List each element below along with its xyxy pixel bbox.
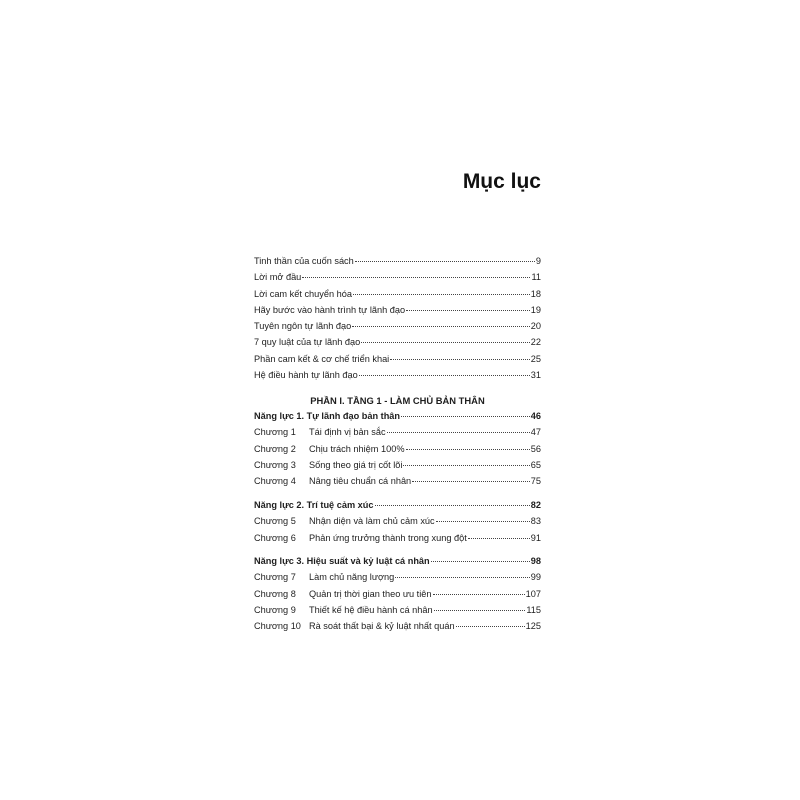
entry-page: 11: [531, 272, 541, 283]
part-heading: PHẦN I. TẦNG 1 - LÀM CHỦ BẢN THÂN: [310, 395, 485, 406]
chapter-entry: [254, 427, 541, 443]
chapter-entry: [254, 533, 541, 549]
chapter-page: 99: [530, 572, 541, 583]
front-matter-list: [254, 256, 541, 386]
chapter-page: 91: [530, 532, 541, 543]
chapter-title: Quản trị thời gian theo ưu tiên: [309, 588, 432, 599]
leader-dots: [406, 449, 530, 450]
chapter-entry: [254, 476, 541, 492]
toc-entry: [254, 289, 541, 305]
section-page: 82: [530, 500, 541, 510]
entry-title: Phần cam kết & cơ chế triển khai: [254, 353, 390, 364]
leader-dots: [403, 465, 529, 466]
leader-dots: [456, 626, 525, 627]
chapter-number: Chương 2: [254, 443, 296, 454]
leader-dots: [436, 521, 530, 522]
leader-dots: [355, 261, 535, 262]
page-title: Mục lục: [462, 170, 541, 193]
chapter-title: Nhận diện và làm chủ cảm xúc: [309, 516, 435, 527]
entry-title: Hệ điều hành tự lãnh đạo: [254, 370, 358, 381]
entry-page: 19: [530, 304, 541, 315]
entry-page: 18: [530, 288, 541, 299]
chapter-entry: [254, 460, 541, 476]
chapter-entry: [254, 516, 541, 532]
chapter-entry: [254, 605, 541, 621]
section-heading: [254, 411, 541, 427]
chapter-number: Chương 5: [254, 516, 296, 527]
chapter-title: Sống theo giá trị cốt lõi: [309, 459, 403, 470]
chapter-number: Chương 10: [254, 621, 301, 632]
leader-dots: [412, 481, 530, 482]
entry-page: 9: [535, 256, 541, 266]
leader-dots: [375, 505, 530, 506]
chapter-number: Chương 8: [254, 588, 296, 599]
leader-dots: [302, 277, 530, 278]
chapter-title: Tái định vị bản sắc: [309, 427, 386, 438]
chapter-page: 65: [530, 459, 541, 470]
leader-dots: [406, 310, 530, 311]
chapter-number: Chương 6: [254, 532, 296, 543]
entry-title: Lời cam kết chuyển hóa: [254, 288, 352, 299]
section-3: [254, 556, 541, 637]
chapter-page: 115: [526, 604, 541, 615]
chapter-number: Chương 3: [254, 459, 296, 470]
entry-page: 20: [530, 321, 541, 332]
entry-title: Lời mở đầu: [254, 272, 302, 283]
entry-title: Tinh thần của cuốn sách: [254, 256, 354, 266]
chapter-number: Chương 9: [254, 604, 296, 615]
toc-entry: [254, 354, 541, 370]
chapter-title: Nâng tiêu chuẩn cá nhân: [309, 476, 412, 487]
chapter-entry: [254, 621, 541, 637]
chapter-number: Chương 7: [254, 572, 296, 583]
chapter-page: 56: [530, 443, 541, 454]
leader-dots: [353, 294, 530, 295]
leader-dots: [387, 432, 530, 433]
chapter-title: Chịu trách nhiệm 100%: [309, 443, 405, 454]
leader-dots: [434, 610, 526, 611]
entry-page: 22: [530, 337, 541, 348]
section-1: [254, 411, 541, 492]
leader-dots: [359, 375, 530, 376]
chapter-page: 107: [525, 588, 541, 599]
section-2: [254, 500, 541, 549]
chapter-entry: [254, 572, 541, 588]
chapter-title: Rà soát thất bại & kỷ luật nhất quán: [309, 621, 455, 632]
section-title: Năng lực 2. Trí tuệ cảm xúc: [254, 500, 374, 510]
entry-title: Hãy bước vào hành trình tự lãnh đạo: [254, 304, 406, 315]
section-page: 98: [530, 556, 541, 566]
toc-entry: [254, 321, 541, 337]
section-title: Năng lực 1. Tự lãnh đạo bản thân: [254, 411, 401, 421]
leader-dots: [390, 359, 530, 360]
chapter-number: Chương 1: [254, 427, 296, 438]
chapter-page: 83: [530, 516, 541, 527]
entry-title: Tuyên ngôn tự lãnh đạo: [254, 321, 352, 332]
chapter-title: Thiết kế hệ điều hành cá nhân: [309, 604, 433, 615]
leader-dots: [352, 326, 530, 327]
entry-page: 25: [530, 353, 541, 364]
chapter-page: 47: [530, 427, 541, 438]
section-heading: [254, 556, 541, 572]
leader-dots: [361, 342, 529, 343]
section-page: 46: [530, 411, 541, 421]
leader-dots: [395, 577, 530, 578]
toc-entry: [254, 272, 541, 288]
chapter-number: Chương 4: [254, 476, 296, 487]
chapter-page: 125: [525, 621, 541, 632]
leader-dots: [401, 416, 530, 417]
toc-entry: [254, 370, 541, 386]
toc-entry: [254, 337, 541, 353]
entry-page: 31: [530, 370, 541, 381]
toc-entry: [254, 305, 541, 321]
section-title: Năng lực 3. Hiệu suất và kỷ luật cá nhân: [254, 556, 430, 566]
chapter-entry: [254, 444, 541, 460]
leader-dots: [468, 538, 530, 539]
chapter-page: 75: [530, 476, 541, 487]
leader-dots: [431, 561, 530, 562]
section-heading: [254, 500, 541, 516]
entry-title: 7 quy luật của tự lãnh đạo: [254, 337, 361, 348]
leader-dots: [433, 594, 525, 595]
chapter-title: Phản ứng trưởng thành trong xung đột: [309, 532, 467, 543]
chapter-entry: [254, 589, 541, 605]
chapter-title: Làm chủ năng lượng: [309, 572, 395, 583]
toc-entry: [254, 256, 541, 272]
